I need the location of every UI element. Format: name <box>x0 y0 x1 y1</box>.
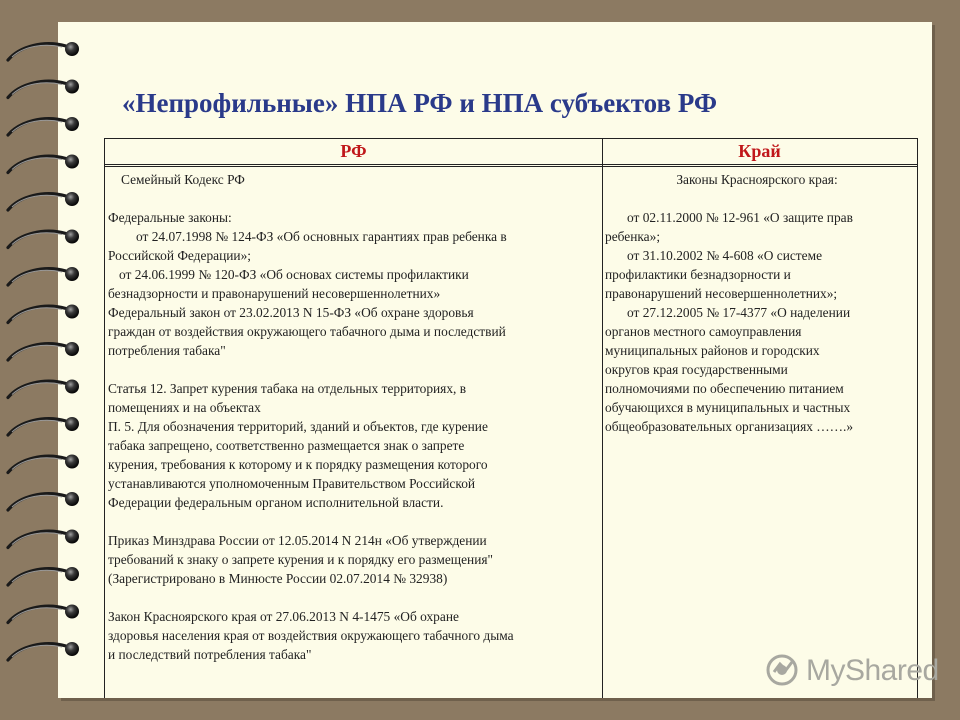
text-line: общеобразовательных организациях …….» <box>605 419 854 434</box>
binder-ring-icon <box>8 417 79 435</box>
text-line: и последствий потребления табака" <box>108 647 312 662</box>
text-line: граждан от воздействия окружающего табачного дыма и последствий <box>108 324 506 339</box>
text-line: от 27.12.2005 № 17-4377 «О наделении <box>627 305 851 320</box>
myshared-logo-icon <box>764 650 804 694</box>
text-line: устанавливаются уполномоченным Правительством Российской <box>108 476 476 491</box>
table-header-row <box>105 139 917 167</box>
binder-ring-icon <box>8 605 79 623</box>
text-line: профилактики безнадзорности и <box>605 267 791 282</box>
text-line: Федерации федеральным органом исполнительной власти. <box>108 495 444 510</box>
text-line: здоровья населения края от воздействия окружающего табачного дыма <box>108 628 514 643</box>
text-line: требований к знаку о запрете курения и к порядку его размещения" <box>108 552 494 567</box>
text-line: Статья 12. Запрет курения табака на отдельных территориях, в <box>108 381 467 396</box>
text-line: табака запрещено, соответственно размещается знак о запрете <box>108 438 465 453</box>
binder-ring-icon <box>8 342 79 360</box>
text-line: П. 5. Для обозначения территорий, зданий и объектов, где курение <box>108 419 488 434</box>
text-line: Законы Красноярского края: <box>676 172 838 187</box>
text-line: Федеральный закон от 23.02.2013 N 15-ФЗ «Об охране здоровья <box>108 305 474 320</box>
text-line: (Зарегистрировано в Минюсте России 02.07.2014 № 32938) <box>108 571 448 586</box>
binder-ring-icon <box>8 567 79 585</box>
text-line: Приказ Минздрава России от 12.05.2014 N 214н «Об утверждении <box>108 533 487 548</box>
text-line: правонарушений несовершеннолетних»; <box>605 286 838 301</box>
watermark-text: MyShared <box>806 654 939 687</box>
binder-ring-icon <box>8 267 79 285</box>
binder-ring-icon <box>8 492 79 510</box>
column-divider <box>602 139 603 698</box>
text-line: муниципальных районов и городских <box>605 343 820 358</box>
cell-krai-laws <box>605 170 909 436</box>
text-line: органов местного самоуправления <box>605 324 802 339</box>
text-line: от 24.06.1999 № 120-ФЗ «Об основах системы профилактики <box>119 267 469 282</box>
notebook-rings <box>0 22 96 698</box>
text-line: безнадзорности и правонарушений несовершеннолетних» <box>108 286 441 301</box>
text-line: потребления табака" <box>108 343 226 358</box>
header-rf: РФ <box>340 141 367 161</box>
header-krai: Край <box>738 141 781 161</box>
text-line: обучающихся в муниципальных и частных <box>605 400 851 415</box>
binder-ring-icon <box>8 642 79 660</box>
binder-ring-icon <box>8 455 79 473</box>
text-line: Семейный Кодекс РФ <box>121 172 245 187</box>
binder-ring-icon <box>8 305 79 323</box>
binder-ring-icon <box>8 42 79 60</box>
text-line: ребенка»; <box>605 229 661 244</box>
binder-ring-icon <box>8 80 79 98</box>
text-line: округов края государственными <box>605 362 788 377</box>
text-line: от 02.11.2000 № 12-961 «О защите прав <box>627 210 853 225</box>
binder-ring-icon <box>8 192 79 210</box>
binder-ring-icon <box>8 230 79 248</box>
text-line: от 24.07.1998 № 124-ФЗ «Об основных гарантиях прав ребенка в <box>136 229 507 244</box>
watermark <box>764 650 939 694</box>
slide-title: «Непрофильные» НПА РФ и НПА субъектов РФ <box>122 88 718 118</box>
binder-ring-icon <box>8 530 79 548</box>
text-line: полномочиями по обеспечению питанием <box>605 381 844 396</box>
text-line: от 31.10.2002 № 4-608 «О системе <box>627 248 823 263</box>
laws-table <box>104 138 918 698</box>
text-line: курения, требования к которому и к порядку размещения которого <box>108 457 488 472</box>
cell-federal-laws <box>108 170 598 664</box>
binder-ring-icon <box>8 155 79 173</box>
text-line: Федеральные законы: <box>108 210 232 225</box>
binder-ring-icon <box>8 380 79 398</box>
text-line: Российской Федерации»; <box>108 248 251 263</box>
text-line: Закон Красноярского края от 27.06.2013 N 4-1475 «Об охране <box>108 609 459 624</box>
text-line: помещениях и на объектах <box>108 400 261 415</box>
binder-ring-icon <box>8 117 79 135</box>
